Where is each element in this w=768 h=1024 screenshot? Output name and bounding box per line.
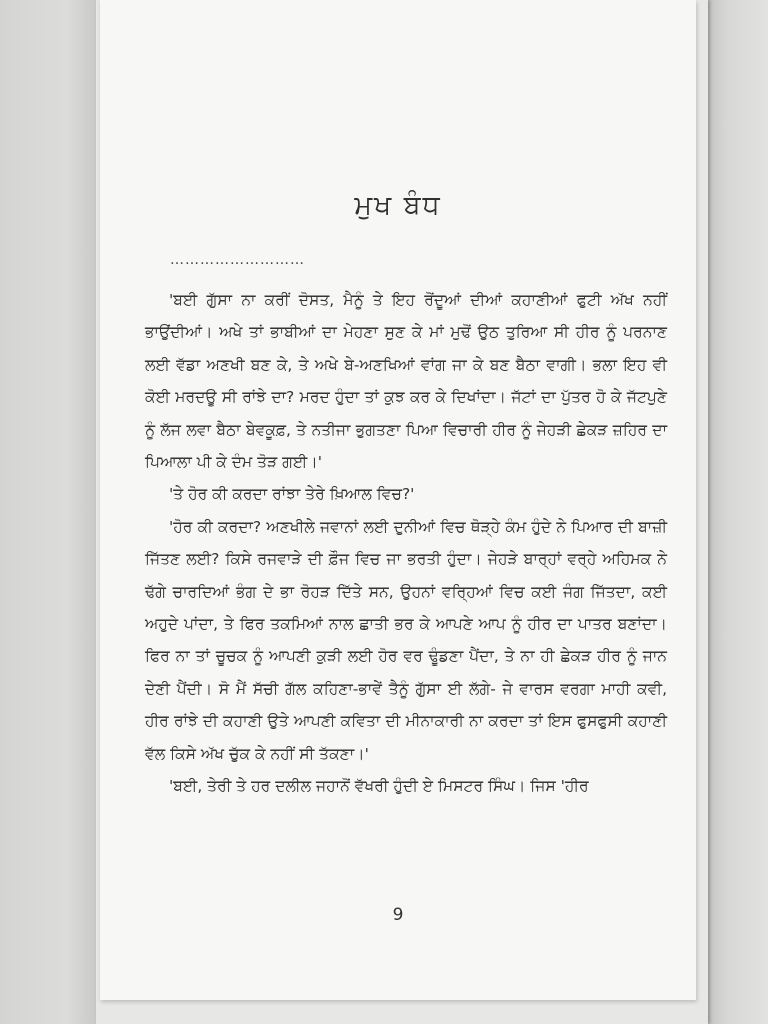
paragraph: 'ਬਈ, ਤੇਰੀ ਤੇ ਹਰ ਦਲੀਲ ਜਹਾਨੋਂ ਵੱਖਰੀ ਹੁੰਦੀ ਏ ਮਿਸਟਰ ਸਿੰਘ। ਜਿਸ 'ਹੀਰ: [169, 777, 589, 796]
paragraph: 'ਹੋਰ ਕੀ ਕਰਦਾ? ਅਣਖੀਲੇ ਜਵਾਨਾਂ ਲਈ ਦੁਨੀਆਂ ਵਿਚ ਥੋੜ੍ਹੇ ਕੰਮ ਹੁੰਦੇ ਨੇ ਪਿਆਰ ਦੀ ਬਾਜ਼ੀ ਜਿੱਤਣ ਲਈ? ਕਿਸੇ ਰਜਵਾੜੇ ਦੀ ਫ਼ੌਜ ਵਿਚ ਜਾ ਭਰਤੀ ਹੁੰਦਾ। ਜੇਹੜੇ ਬਾਰ੍ਹਾਂ ਵਰ੍ਹੇ ਅਹਿਮਕ ਨੇ ਢੱਗੇ ਚਾਰਦਿਆਂ ਭੰਗ ਦੇ ਭਾ ਰੋਹੜ ਦਿੱਤੇ ਸਨ, ਉਹਨਾਂ ਵਰ੍ਹਿਆਂ ਵਿਚ ਕਈ ਜੰਗ ਜਿੱਤਦਾ, ਕਈ ਅਹੁਦੇ ਪਾਂਦਾ, ਤੇ ਫਿਰ ਤਕਮਿਆਂ ਨਾਲ ਛਾਤੀ ਭਰ ਕੇ ਆਪਣੇ ਆਪ ਨੂੰ ਹੀਰ ਦਾ ਪਾਤਰ ਬਣਾਂਦਾ। ਫਿਰ ਨਾ ਤਾਂ ਚੂਚਕ ਨੂੰ ਆਪਣੀ ਕੁੜੀ ਲਈ ਹੋਰ ਵਰ ਢੂੰਡਣਾ ਪੈਂਦਾ, ਤੇ ਨਾ ਹੀ ਛੇਕੜ ਹੀਰ ਨੂੰ ਜਾਨ ਦੇਣੀ ਪੈਂਦੀ। ਸੋ ਮੈਂ ਸੱਚੀ ਗੱਲ ਕਹਿਣਾ-ਭਾਵੇਂ ਤੈਨੂੰ ਗੁੱਸਾ ਈ ਲੱਗੇ- ਜੇ ਵਾਰਸ ਵਰਗਾ ਮਾਹੀ ਕਵੀ, ਹੀਰ ਰਾਂਝੇ ਦੀ ਕਹਾਣੀ ਉਤੇ ਆਪਣੀ ਕਵਿਤਾ ਦੀ ਮੀਨਾਕਾਰੀ ਨਾ ਕਰਦਾ ਤਾਂ ਇਸ ਫੁਸਫੁਸੀ ਕਹਾਣੀ ਵੱਲ ਕਿਸੇ ਅੱਖ ਚੁੱਕ ਕੇ ਨਹੀਂ ਸੀ ਤੱਕਣਾ।': [145, 517, 667, 763]
page-number: 9: [392, 905, 404, 925]
dotted-line: ………………………: [170, 252, 305, 268]
book-page: [100, 0, 696, 1000]
paragraph: 'ਬਈ ਗੁੱਸਾ ਨਾ ਕਰੀਂ ਦੋਸਤ, ਮੈਨੂੰ ਤੇ ਇਹ ਰੋਂਦੂਆਂ ਦੀਆਂ ਕਹਾਣੀਆਂ ਫੁਟੀ ਅੱਖ ਨਹੀਂ ਭਾਉਂਦੀਆਂ। ਅਖੇ ਤਾਂ ਭਾਬੀਆਂ ਦਾ ਮੇਹਣਾ ਸੁਣ ਕੇ ਮਾਂ ਮੁਢੋਂ ਉਠ ਤੁਰਿਆ ਸੀ ਹੀਰ ਨੂੰ ਪਰਨਾਣ ਲਈ ਵੱਡਾ ਅਣਖੀ ਬਣ ਕੇ, ਤੇ ਅਖੇ ਬੇ-ਅਣਖਿਆਂ ਵਾਂਗ ਜਾ ਕੇ ਬਣ ਬੈਠਾ ਵਾਗੀ। ਭਲਾ ਇਹ ਵੀ ਕੋਈ ਮਰਦਊ ਸੀ ਰਾਂਝੇ ਦਾ? ਮਰਦ ਹੁੰਦਾ ਤਾਂ ਕੁਝ ਕਰ ਕੇ ਦਿਖਾਂਦਾ। ਜੱਟਾਂ ਦਾ ਪੁੱਤਰ ਹੋ ਕੇ ਜੱਟਪੁਣੇ ਨੂੰ ਲੱਜ ਲਵਾ ਬੈਠਾ ਬੇਵਕੂਫ਼, ਤੇ ਨਤੀਜਾ ਭੁਗਤਣਾ ਪਿਆ ਵਿਚਾਰੀ ਹੀਰ ਨੂੰ ਜੇਹੜੀ ਛੇਕੜ ਜ਼ਹਿਰ ਦਾ ਪਿਆਲਾ ਪੀ ਕੇ ਦੰਮ ਤੋੜ ਗਈ।': [145, 291, 667, 472]
paragraph: 'ਤੇ ਹੋਰ ਕੀ ਕਰਦਾ ਰਾਂਝਾ ਤੇਰੇ ਖ਼ਿਆਲ ਵਿਚ?': [169, 485, 415, 504]
body-text: [145, 284, 667, 803]
chapter-title: ਮੁਖ ਬੰਧ: [354, 190, 442, 221]
background-right: [698, 0, 768, 1024]
background-left: [0, 0, 96, 1024]
